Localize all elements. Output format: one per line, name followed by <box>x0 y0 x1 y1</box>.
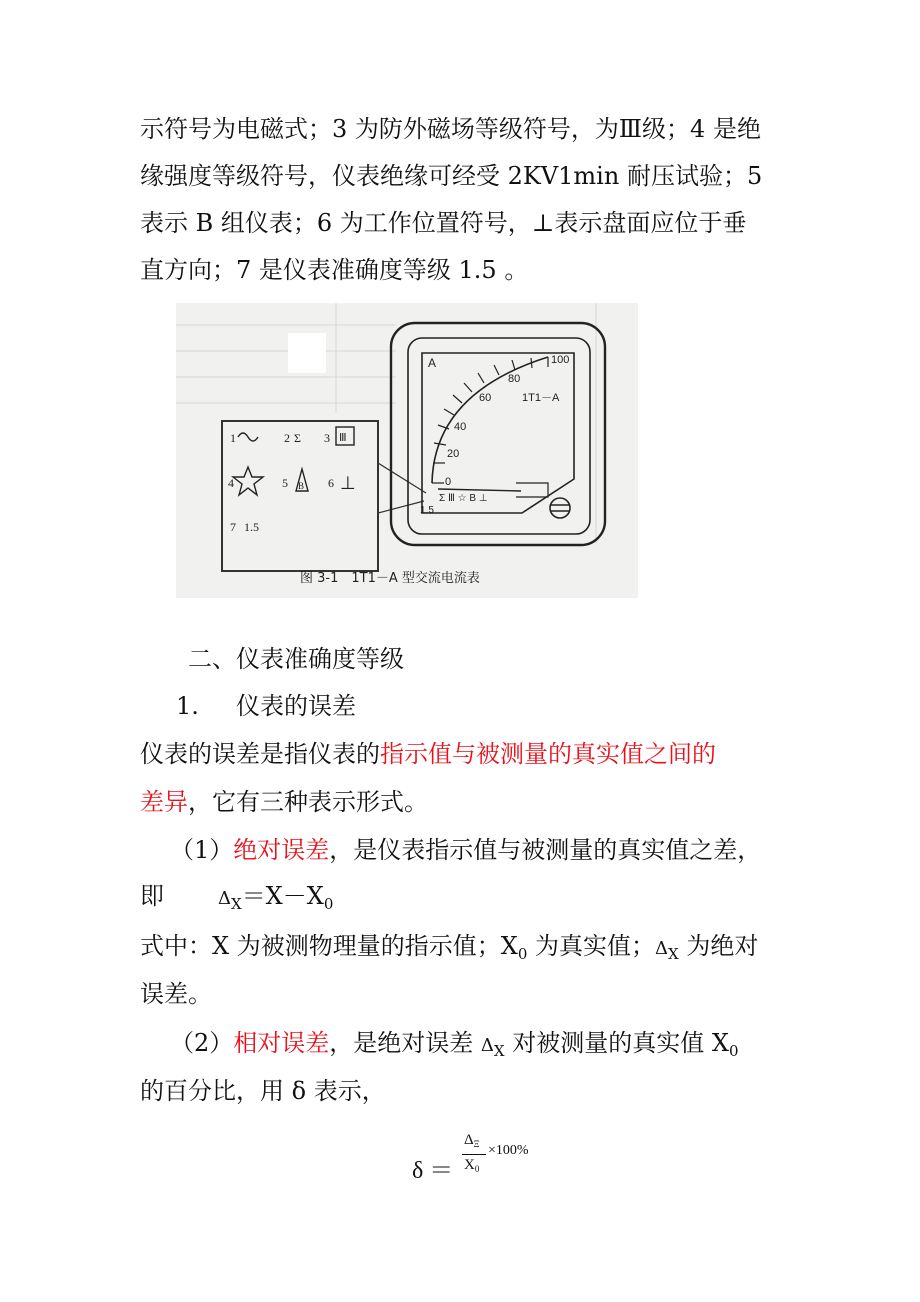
item1-line-1 <box>170 834 761 866</box>
insulation-star-icon <box>233 467 263 495</box>
symbol-label-3: 3 <box>324 431 330 445</box>
formula-den-x: X <box>464 1157 475 1173</box>
item1-number: （1） <box>170 836 234 864</box>
formula-den-sub: 0 <box>474 1164 480 1174</box>
section-heading: 二、仪表准确度等级 <box>188 645 404 673</box>
note-sub-x: X <box>668 945 679 963</box>
intro-line-3: 表示 B 组仪表；6 为工作位置符号，⊥表示盘面应位于垂 <box>140 209 747 237</box>
meter-model-label: 1T1－A <box>522 392 560 404</box>
background-table-lines <box>176 303 596 543</box>
formula-sub-x: X <box>231 895 242 913</box>
note-line-1 <box>140 930 758 965</box>
item2-p1: ，是绝对误差 <box>329 1029 481 1057</box>
zero-adjust-screw-icon <box>550 498 570 518</box>
symbol-label-B: B <box>298 481 305 491</box>
absolute-error-formula <box>218 880 333 915</box>
formula-rest: ＝X－X <box>241 882 324 910</box>
note-p2: 为真实值； <box>527 932 655 960</box>
para1-highlight-1: 指示值与被测量的真实值之间的 <box>380 740 716 768</box>
connector-line-bottom <box>378 501 424 513</box>
scale-label-40: 40 <box>454 421 467 433</box>
figure-caption: 图 3-1 1T1－A 型交流电流表 <box>300 571 480 586</box>
formula-times: ×100% <box>488 1143 529 1158</box>
formula-lhs: δ ＝ <box>412 1158 454 1184</box>
intro-line-2: 缘强度等级符号，仪表绝缘可经受 2KV1min 耐压试验；5 <box>140 162 763 190</box>
dial-accuracy-label: 1.5 <box>420 505 434 516</box>
para1-line-1 <box>140 738 716 770</box>
symbol-label-III: Ⅲ <box>339 432 347 444</box>
symbol-label-sigma: Σ <box>294 431 301 445</box>
fraction-bar <box>462 1154 486 1155</box>
scale-ticks <box>432 357 548 483</box>
ammeter-figure <box>176 303 638 598</box>
item2-p2: 对被测量的真实值 X <box>504 1029 729 1057</box>
note-delta: Δ <box>655 938 668 959</box>
scale-label-0: 0 <box>445 476 452 488</box>
pointer-housing <box>516 483 548 497</box>
note-line-2: 误差。 <box>140 980 212 1008</box>
symbol-label-7: 7 <box>230 520 236 534</box>
para1-post: ，它有三种表示形式。 <box>188 788 428 816</box>
item2-line-2: 的百分比，用 δ 表示， <box>140 1077 386 1105</box>
formula-denominator <box>464 1157 479 1174</box>
item2-term: 相对误差 <box>233 1029 330 1057</box>
item1-term: 绝对误差 <box>233 836 330 864</box>
formula-num-sub: Ξ <box>473 1139 480 1149</box>
note-sub-0: 0 <box>517 945 528 963</box>
symbol-label-perp: ⊥ <box>340 473 356 493</box>
intro-line-1: 示符号为电磁式；3 为防外磁场等级符号，为Ⅲ级；4 是绝 <box>140 115 761 143</box>
connector-line-top <box>378 463 426 493</box>
subsection-number: 1. <box>176 692 199 720</box>
item2-line-1 <box>170 1027 739 1062</box>
intro-line-4: 直方向；7 是仪表准确度等级 1.5 。 <box>140 256 529 284</box>
symbol-label-1: 1 <box>230 431 236 445</box>
ac-wave-icon <box>238 433 258 441</box>
scale-label-100: 100 <box>551 354 570 366</box>
para1-highlight-2: 差异 <box>140 788 188 816</box>
subsection-title: 仪表的误差 <box>236 692 356 720</box>
dial-symbols-row: Σ Ⅲ ☆ B ⊥ <box>439 493 488 504</box>
scale-label-80: 80 <box>508 373 521 385</box>
para1-pre: 仪表的误差是指仪表的 <box>140 740 380 768</box>
meter-pointer <box>438 489 521 491</box>
item2-number: （2） <box>170 1029 234 1057</box>
symbol-label-4: 4 <box>228 476 234 490</box>
scale-label-20: 20 <box>447 448 460 460</box>
formula-sub-0: 0 <box>323 895 334 913</box>
formula-num-delta: Δ <box>464 1132 474 1148</box>
symbol-label-6: 6 <box>328 476 334 490</box>
item1-ji: 即 <box>140 882 164 910</box>
item2-delta: Δ <box>480 1035 494 1056</box>
white-patch <box>288 333 326 373</box>
para1-line-2 <box>140 786 428 818</box>
meter-unit-label: A <box>428 356 437 370</box>
note-p3: 为绝对 <box>678 932 759 960</box>
symbol-label-5: 5 <box>282 476 288 490</box>
item1-text: ，是仪表指示值与被测量的真实值之差， <box>329 836 762 864</box>
scale-label-60: 60 <box>479 392 492 404</box>
item2-sub-x: X <box>493 1042 505 1060</box>
item2-sub-0: 0 <box>728 1042 739 1060</box>
symbol-label-1-5: 1.5 <box>244 520 259 534</box>
formula-delta: Δ <box>218 888 231 909</box>
scale-arc <box>432 357 548 483</box>
formula-numerator <box>464 1132 479 1149</box>
symbol-label-2: 2 <box>284 431 290 445</box>
note-p1: 式中：X 为被测物理量的指示值；X <box>140 932 518 960</box>
